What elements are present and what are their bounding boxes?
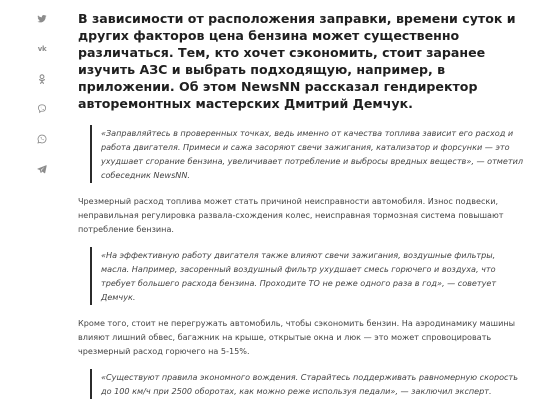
twitter-icon (37, 14, 47, 24)
article-quote: «На эффективную работу двигателя также влияют свечи зажигания, воздушные фильтры, масла. Например, засоренный воздушный фильтр ухудшает смесь горючего и воздуха, что требует большего расхода бензина. Проходите ТО не реже одного раза в год», — советует Демчук. (90, 247, 526, 305)
article-quote: «Существуют правила экономного вождения. Старайтесь поддерживать равномерную скорость до 100 км/ч при 2500 оборотах, как можно реже используя педали», — заключил эксперт. (90, 369, 526, 399)
odnoklassniki-icon (37, 74, 47, 84)
telegram-icon (37, 164, 47, 174)
telegram-share-button[interactable] (31, 158, 53, 180)
whatsapp-share-button[interactable] (31, 128, 53, 150)
twitter-share-button[interactable] (31, 8, 53, 30)
article-quote: «Заправляйтесь в проверенных точках, ведь именно от качества топлива зависит его расход и работа двигателя. Примеси и сажа засоряют свечи зажигания, катализатор и форсунки — это ухудшает сгорание бензина, увеличивает потребление и выбросы вредных веществ», — отметил собеседник NewsNN. (90, 125, 526, 183)
share-bar (30, 8, 54, 188)
article-lead: В зависимости от расположения заправки, времени суток и других факторов цена бензина может существенно различаться. Тем, кто хочет сэкономить, стоит заранее изучить АЗС и выбрать подходящую, например, в приложении. Об этом NewsNN рассказал гендиректор авторемонтных мастерских Дмитрий Демчук. (78, 11, 516, 111)
article-body (78, 10, 526, 400)
vk-icon: vk (37, 45, 47, 53)
article-paragraph: Кроме того, стоит не перегружать автомобиль, чтобы сэкономить бензин. На аэродинамику машины влияют лишний обвес, багажник на крыше, открытые окна и люк — это может спровоцировать чрезмерный расход горючего на 5-15%. (78, 318, 516, 356)
vk-share-button[interactable] (31, 38, 53, 60)
viber-share-button[interactable] (31, 98, 53, 120)
article-paragraph: Чрезмерный расход топлива может стать причиной неисправности автомобиля. Износ подвески, неправильная регулировка развала-схождения колес, неисправная тормозная система повышают потребление бензина. (78, 196, 504, 234)
odnoklassniki-share-button[interactable] (31, 68, 53, 90)
viber-icon (37, 104, 47, 114)
whatsapp-icon (37, 134, 47, 144)
